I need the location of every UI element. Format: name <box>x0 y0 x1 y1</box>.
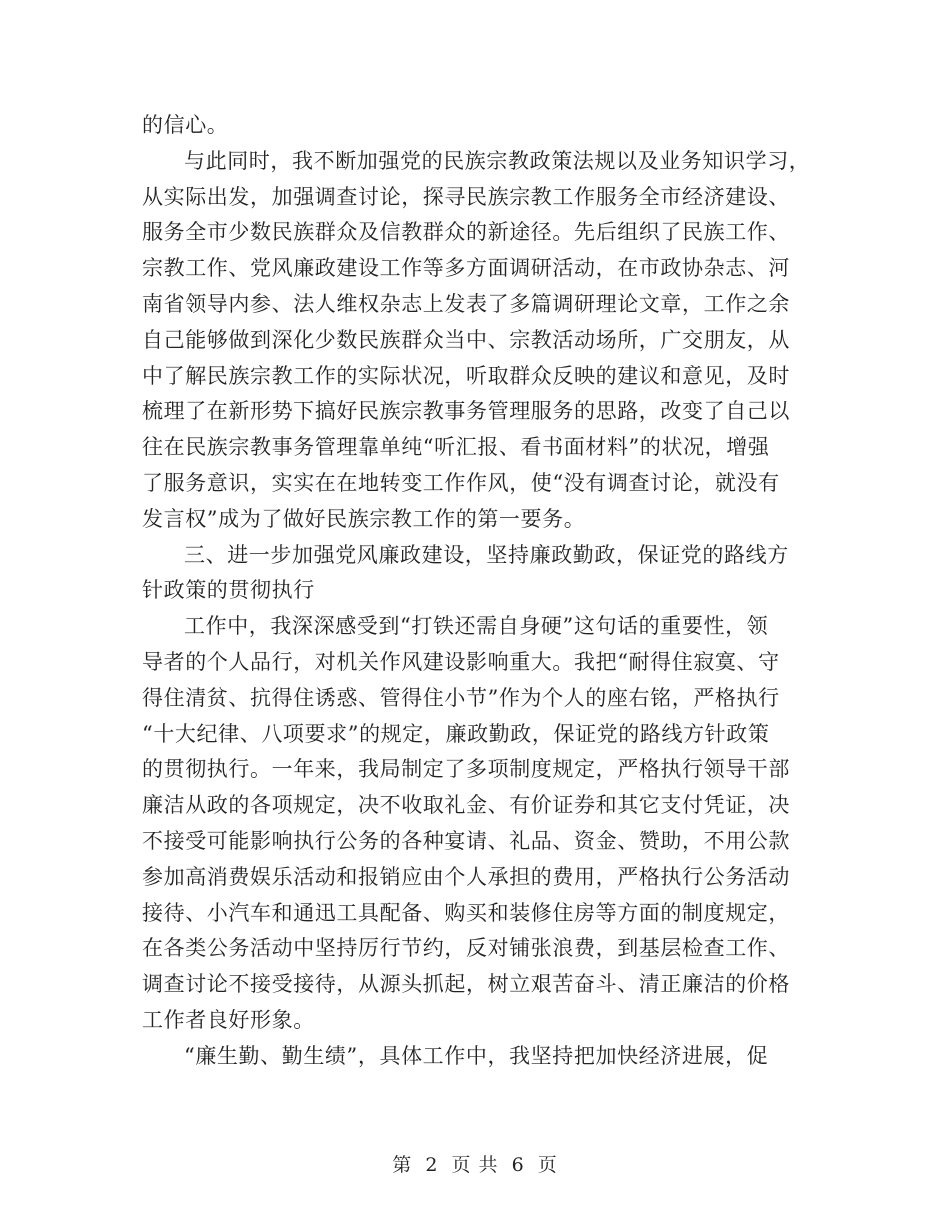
text-line: 的信心。 <box>142 113 229 137</box>
text-line: 宗教工作、党风廉政建设工作等多方面调研活动，在市政协杂志、河 <box>142 256 790 281</box>
text-line: 南省领导内参、法人维权杂志上发表了多篇调研理论文章，工作之余 <box>142 291 790 316</box>
text-line: 不接受可能影响执行公务的各种宴请、礼品、资金、赞助，不用公款 <box>142 828 790 853</box>
paragraph-start-line: 与此同时，我不断加强党的民族宗教政策法规以及业务知识学习， <box>184 148 811 173</box>
text-line: 接待、小汽车和通迅工具配备、购买和装修住房等方面的制度规定， <box>142 900 790 925</box>
footer-prefix: 第 <box>392 1154 413 1176</box>
text-line: 中了解民族宗教工作的实际状况，听取群众反映的建议和意见，及时 <box>142 363 790 388</box>
section-heading-line: 三、进一步加强党风廉政建设，坚持廉政勤政，保证党的路线方 <box>184 542 789 567</box>
text-line: 了服务意识，实实在在地转变工作作风，使“没有调查讨论，就没有 <box>142 470 780 495</box>
page-number: 2 <box>425 1154 439 1176</box>
page-total: 6 <box>511 1154 525 1176</box>
page-footer <box>0 1150 950 1177</box>
text-line: 得住清贫、抗得住诱惑、管得住小节”作为个人的座右铭，严格执行 <box>142 685 780 710</box>
paragraph-start-line: “廉生勤、勤生绩”，具体工作中，我坚持把加快经济进展，促 <box>184 1043 769 1068</box>
text-line: “十大纪律、八项要求”的规定，廉政勤政，保证党的路线方针政策 <box>142 721 770 746</box>
text-line: 梳理了在新形势下搞好民族宗教事务管理服务的思路，改变了自己以 <box>142 399 790 424</box>
document-body <box>142 108 811 1075</box>
text-line: 自己能够做到深化少数民族群众当中、宗教活动场所，广交朋友，从 <box>142 327 790 352</box>
text-line: 参加高消费娱乐活动和报销应由个人承担的费用，严格执行公务活动 <box>142 864 790 889</box>
text-line: 发言权”成为了做好民族宗教工作的第一要务。 <box>142 506 586 531</box>
text-line: 服务全市少数民族群众及信教群众的新途径。先后组织了民族工作、 <box>142 220 790 245</box>
footer-middle: 页 共 <box>451 1154 499 1176</box>
text-line: 从实际出发，加强调查讨论，探寻民族宗教工作服务全市经济建设、 <box>142 184 790 209</box>
text-line: 工作者良好形象。 <box>142 1007 315 1032</box>
text-line: 调查讨论不接受接待，从源头抓起，树立艰苦奋斗、清正廉洁的价格 <box>142 972 790 997</box>
paragraph-start-line: 工作中，我深深感受到“打铁还需自身硬”这句话的重要性，领 <box>184 614 769 639</box>
text-line: 的贯彻执行。一年来，我局制定了多项制度规定，严格执行领导干部 <box>142 757 790 782</box>
section-heading-line: 针政策的贯彻执行 <box>142 578 315 603</box>
text-line: 在各类公务活动中坚持厉行节约，反对铺张浪费，到基层检查工作、 <box>142 936 790 961</box>
text-line: 往在民族宗教事务管理靠单纯“听汇报、看书面材料”的状况，增强 <box>142 435 770 460</box>
text-line: 廉洁从政的各项规定，决不收取礼金、有价证券和其它支付凭证，决 <box>142 793 790 818</box>
text-line: 导者的个人品行，对机关作风建设影响重大。我把“耐得住寂寞、守 <box>142 649 780 674</box>
footer-suffix: 页 <box>537 1154 558 1176</box>
